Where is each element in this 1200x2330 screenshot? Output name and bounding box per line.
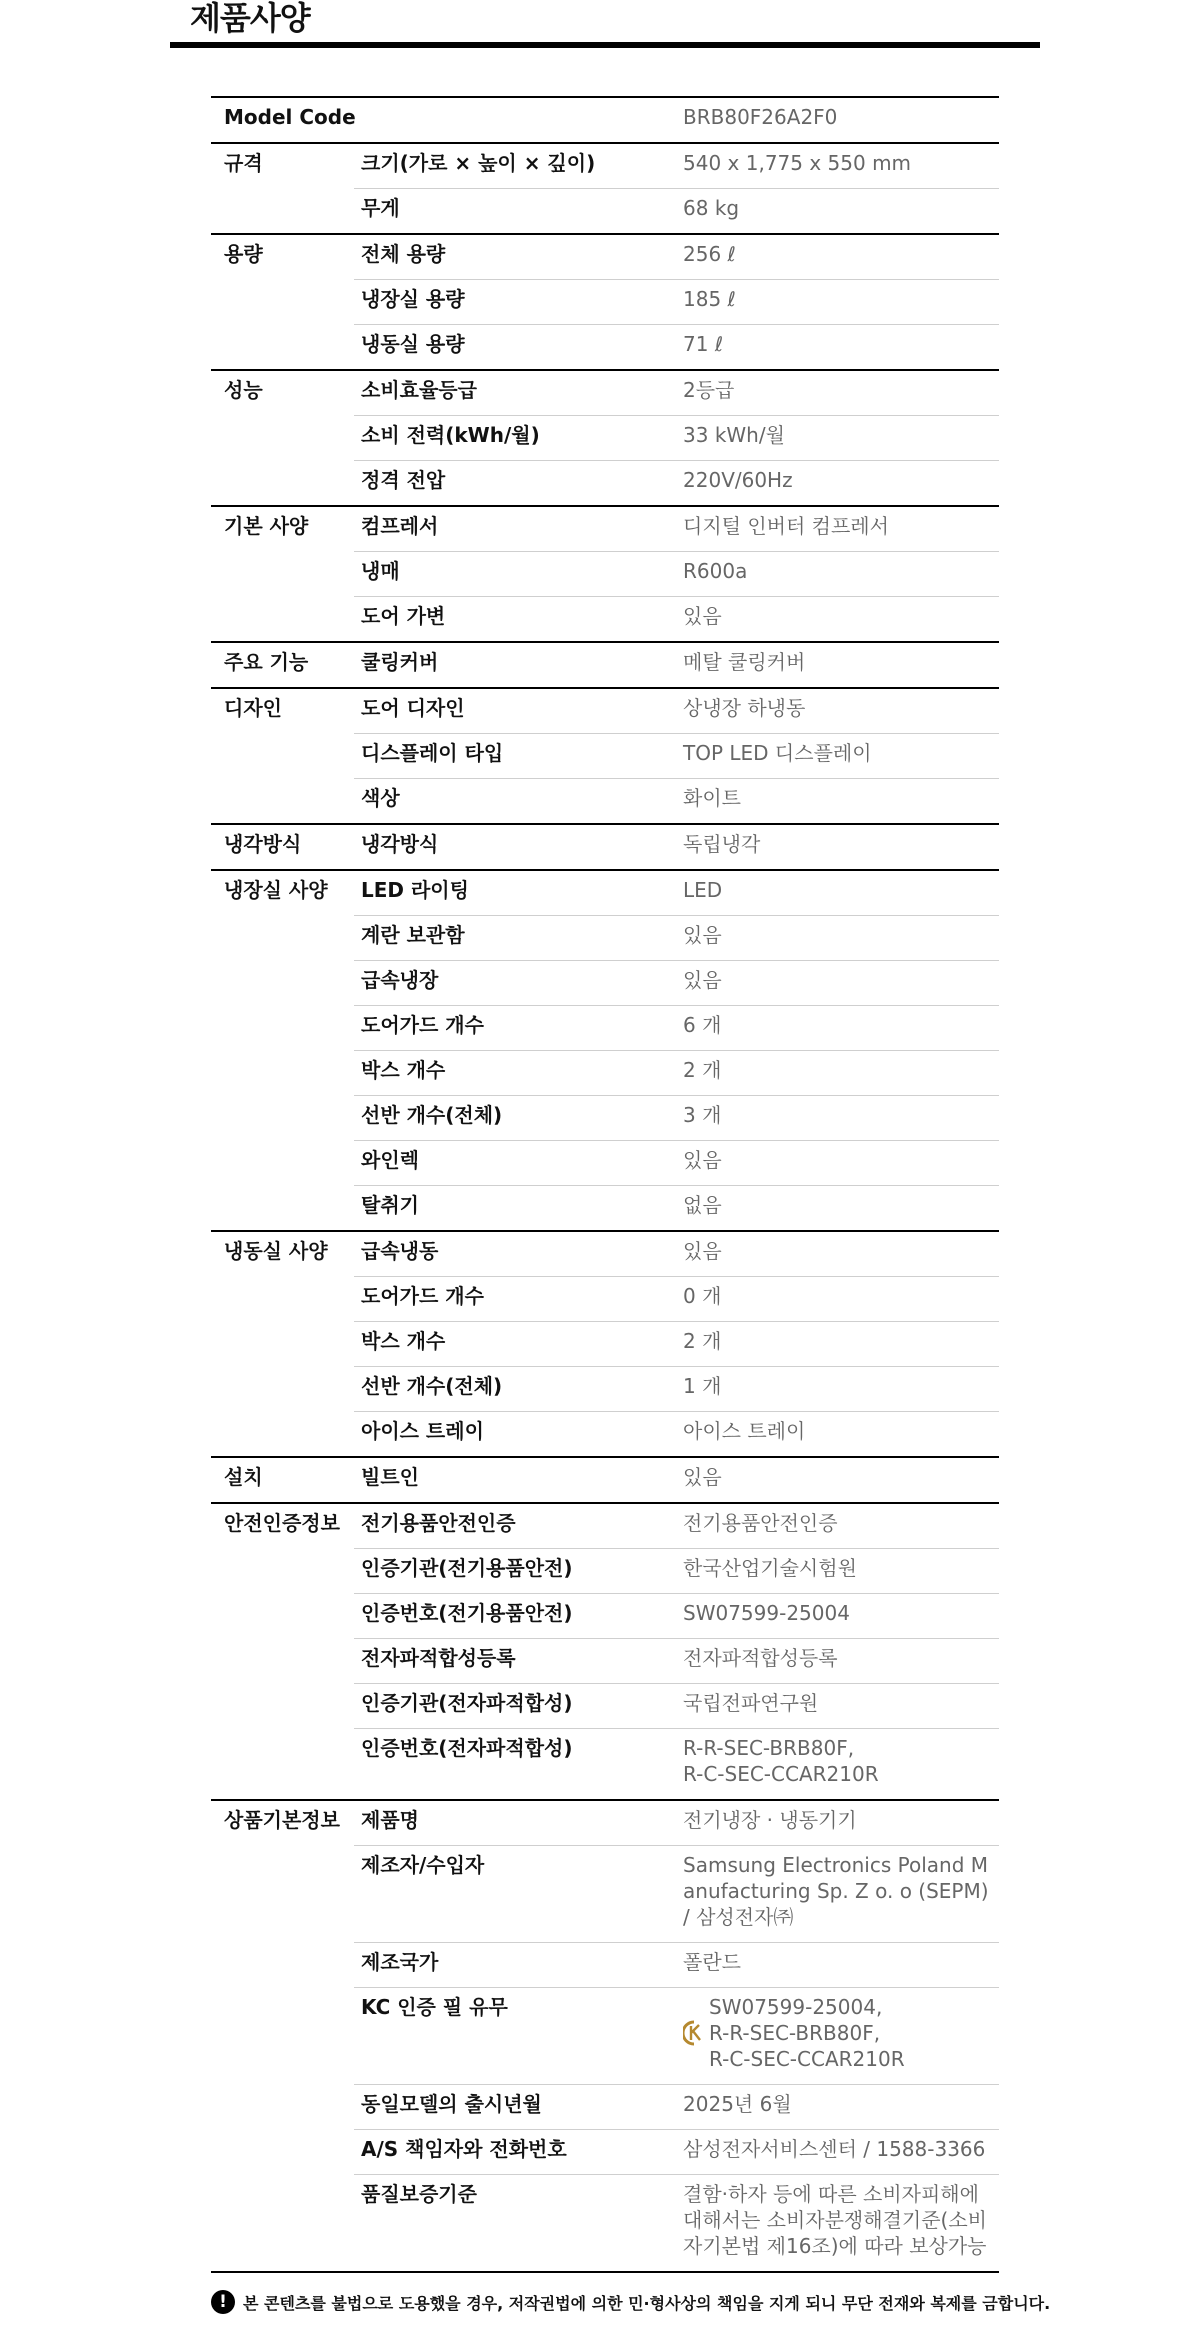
spec-table-body: [211, 97, 999, 2272]
spec-key: 품질보증기준: [354, 2175, 676, 2273]
spec-key: 무게: [354, 189, 676, 235]
table-row: [211, 506, 999, 552]
spec-category: 디자인: [211, 688, 354, 824]
spec-key: 탈취기: [354, 1186, 676, 1232]
spec-key: 전기용품안전인증: [354, 1503, 676, 1549]
spec-key: 제조국가: [354, 1943, 676, 1988]
spec-value: 있음: [676, 1141, 999, 1186]
spec-key: 계란 보관함: [354, 916, 676, 961]
kc-number-list: [709, 1994, 905, 2072]
table-row: [211, 1231, 999, 1277]
spec-category: 상품기본정보: [211, 1800, 354, 2272]
spec-value: 540 x 1,775 x 550 mm: [676, 143, 999, 189]
spec-value: BRB80F26A2F0: [676, 97, 999, 143]
table-row: [211, 642, 999, 688]
spec-value: 있음: [676, 1231, 999, 1277]
spec-value: 있음: [676, 961, 999, 1006]
spec-value: 있음: [676, 916, 999, 961]
spec-key: 빌트인: [354, 1457, 676, 1503]
spec-value: 메탈 쿨링커버: [676, 642, 999, 688]
spec-value: 0 개: [676, 1277, 999, 1322]
spec-value: 전기냉장 · 냉동기기: [676, 1800, 999, 1846]
table-row: [211, 870, 999, 916]
spec-category: 설치: [211, 1457, 354, 1503]
spec-key: 도어 디자인: [354, 688, 676, 734]
spec-key: 급속냉동: [354, 1231, 676, 1277]
spec-value: 있음: [676, 597, 999, 643]
spec-value: [676, 1988, 999, 2085]
spec-key: 제품명: [354, 1800, 676, 1846]
spec-key: 색상: [354, 779, 676, 825]
spec-value: 256 ℓ: [676, 234, 999, 280]
notice-text: 본 콘텐츠를 불법으로 도용했을 경우, 저작권법에 의한 민·형사상의 책임을 지게 되니 무단 전재와 복제를 금합니다.: [243, 2293, 1051, 2313]
table-row: [211, 97, 999, 143]
table-row: [211, 234, 999, 280]
spec-key: 쿨링커버: [354, 642, 676, 688]
spec-category: Model Code: [211, 97, 676, 143]
spec-value: 없음: [676, 1186, 999, 1232]
spec-value: 국립전파연구원: [676, 1684, 999, 1729]
spec-value: 185 ℓ: [676, 280, 999, 325]
spec-key: 냉동실 용량: [354, 325, 676, 371]
spec-key: 선반 개수(전체): [354, 1367, 676, 1412]
spec-key: 동일모델의 출시년월: [354, 2085, 676, 2130]
spec-key: 급속냉장: [354, 961, 676, 1006]
spec-value: 3 개: [676, 1096, 999, 1141]
spec-category: 냉각방식: [211, 824, 354, 870]
spec-key: 소비 전력(kWh/월): [354, 416, 676, 461]
spec-value: 33 kWh/월: [676, 416, 999, 461]
spec-key: 도어가드 개수: [354, 1006, 676, 1051]
table-row: [211, 370, 999, 416]
spec-key: A/S 책임자와 전화번호: [354, 2130, 676, 2175]
spec-key: 전자파적합성등록: [354, 1639, 676, 1684]
spec-category: 주요 기능: [211, 642, 354, 688]
kc-mark-icon: [683, 2020, 705, 2046]
spec-key: 크기(가로 × 높이 × 깊이): [354, 143, 676, 189]
spec-category: 성능: [211, 370, 354, 506]
spec-value: Samsung Electronics Poland Manufacturing Sp. Z o. o (SEPM) / 삼성전자㈜: [676, 1846, 999, 1943]
spec-key: 도어가드 개수: [354, 1277, 676, 1322]
spec-key: 인증번호(전자파적합성): [354, 1729, 676, 1801]
spec-key: LED 라이팅: [354, 870, 676, 916]
kc-number: R-C-SEC-CCAR210R: [709, 2047, 905, 2071]
spec-key: 인증기관(전자파적합성): [354, 1684, 676, 1729]
table-row: [211, 1503, 999, 1549]
spec-key: 정격 전압: [354, 461, 676, 507]
spec-key: 박스 개수: [354, 1051, 676, 1096]
page-title: 제품사양: [190, 0, 310, 37]
table-row: [211, 1457, 999, 1503]
kc-number: SW07599-25004,: [709, 1995, 883, 2019]
spec-key: 냉매: [354, 552, 676, 597]
spec-value: 아이스 트레이: [676, 1412, 999, 1458]
spec-key: 선반 개수(전체): [354, 1096, 676, 1141]
spec-category: 냉동실 사양: [211, 1231, 354, 1457]
spec-value: 1 개: [676, 1367, 999, 1412]
spec-key: 컴프레서: [354, 506, 676, 552]
spec-value: 디지털 인버터 컴프레서: [676, 506, 999, 552]
spec-key: 도어 가변: [354, 597, 676, 643]
spec-table: [211, 96, 999, 2273]
spec-value: 폴란드: [676, 1943, 999, 1988]
spec-value: R-R-SEC-BRB80F, R-C-SEC-CCAR210R: [676, 1729, 999, 1801]
title-bar: [170, 0, 1040, 48]
spec-value: 2025년 6월: [676, 2085, 999, 2130]
exclamation-icon: !: [211, 2290, 235, 2314]
spec-value: LED: [676, 870, 999, 916]
table-row: [211, 824, 999, 870]
spec-value: 한국산업기술시험원: [676, 1549, 999, 1594]
spec-key: 디스플레이 타입: [354, 734, 676, 779]
table-row: [211, 688, 999, 734]
spec-value: 71 ℓ: [676, 325, 999, 371]
spec-key: KC 인증 필 유무: [354, 1988, 676, 2085]
spec-key: 소비효율등급: [354, 370, 676, 416]
spec-value: 상냉장 하냉동: [676, 688, 999, 734]
copyright-notice: [211, 2290, 1050, 2314]
spec-category: 용량: [211, 234, 354, 370]
spec-key: 박스 개수: [354, 1322, 676, 1367]
spec-key: 인증기관(전기용품안전): [354, 1549, 676, 1594]
spec-value: 화이트: [676, 779, 999, 825]
spec-value: 2 개: [676, 1322, 999, 1367]
spec-value: 2 개: [676, 1051, 999, 1096]
kc-certification: [683, 1994, 999, 2072]
kc-number: R-R-SEC-BRB80F,: [709, 2021, 881, 2045]
spec-key: 냉장실 용량: [354, 280, 676, 325]
spec-key: 냉각방식: [354, 824, 676, 870]
spec-value: 220V/60Hz: [676, 461, 999, 507]
spec-key: 와인렉: [354, 1141, 676, 1186]
spec-value: 독립냉각: [676, 824, 999, 870]
spec-key: 전체 용량: [354, 234, 676, 280]
spec-category: 규격: [211, 143, 354, 234]
spec-value: 2등급: [676, 370, 999, 416]
spec-value: 결함·하자 등에 따른 소비자피해에 대해서는 소비자분쟁해결기준(소비자기본법 제16조)에 따라 보상가능: [676, 2175, 999, 2273]
spec-value: 전기용품안전인증: [676, 1503, 999, 1549]
spec-value: 있음: [676, 1457, 999, 1503]
spec-value: 6 개: [676, 1006, 999, 1051]
spec-value: SW07599-25004: [676, 1594, 999, 1639]
table-row: [211, 143, 999, 189]
spec-value: R600a: [676, 552, 999, 597]
spec-key: 아이스 트레이: [354, 1412, 676, 1458]
table-row: [211, 1800, 999, 1846]
spec-value: 전자파적합성등록: [676, 1639, 999, 1684]
spec-category: 기본 사양: [211, 506, 354, 642]
spec-category: 안전인증정보: [211, 1503, 354, 1800]
spec-value: 68 kg: [676, 189, 999, 235]
spec-value: 삼성전자서비스센터 / 1588-3366: [676, 2130, 999, 2175]
spec-value: TOP LED 디스플레이: [676, 734, 999, 779]
spec-key: 인증번호(전기용품안전): [354, 1594, 676, 1639]
spec-category: 냉장실 사양: [211, 870, 354, 1231]
spec-key: 제조자/수입자: [354, 1846, 676, 1943]
